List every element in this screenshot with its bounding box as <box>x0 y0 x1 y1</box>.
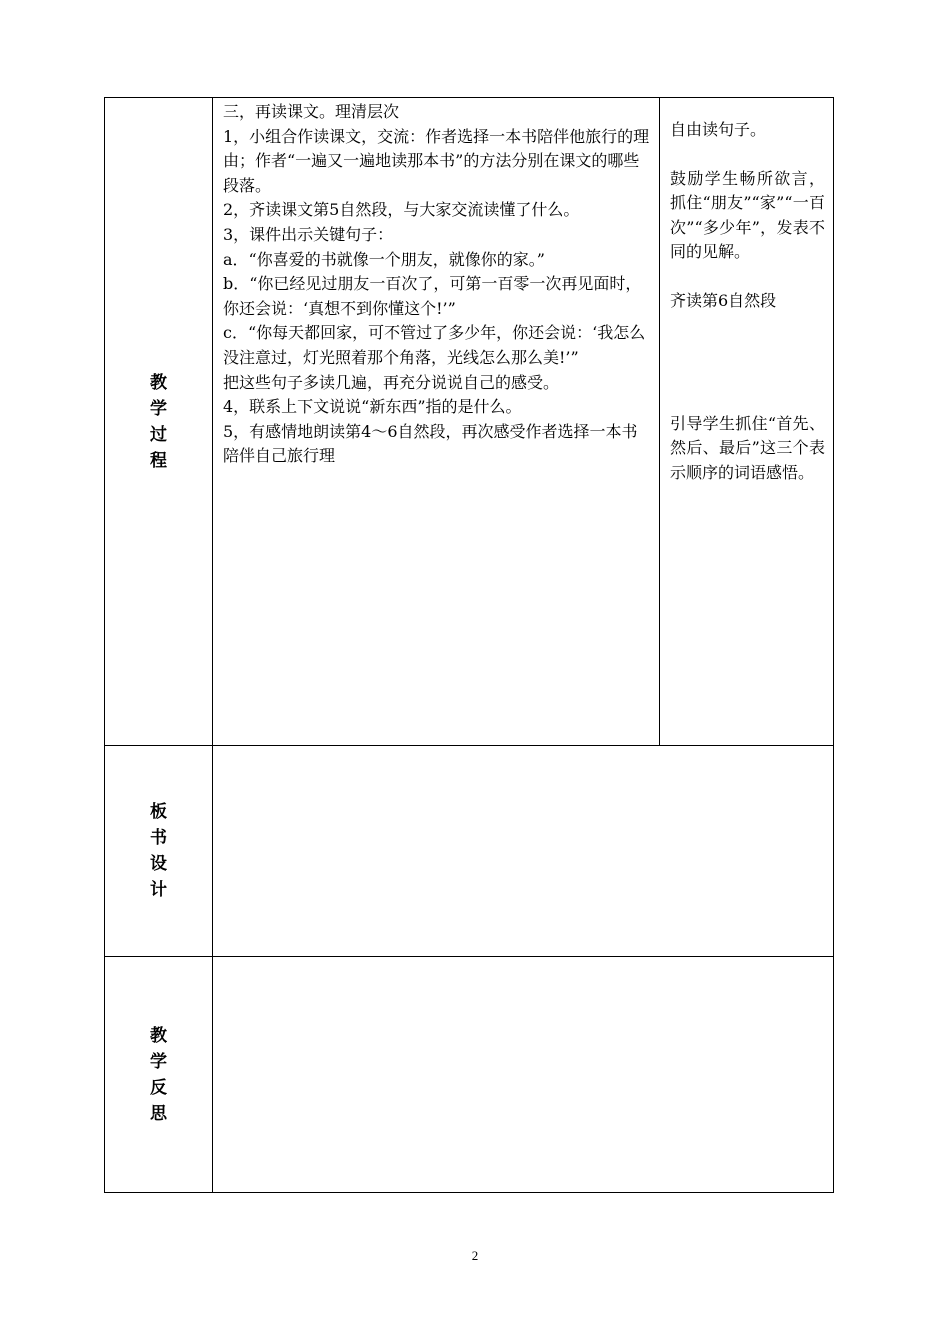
teaching-process-row <box>105 98 834 746</box>
teaching-reflection-label-cell <box>105 957 213 1193</box>
step-4: 4，联系上下文说说“新东西”指的是什么。 <box>223 397 522 417</box>
board-design-label: 板 书 设 计 <box>150 802 167 900</box>
teaching-process-label-cell <box>105 98 213 746</box>
teaching-reflection-row <box>105 957 834 1193</box>
teaching-reflection-label: 教 学 反 思 <box>150 1025 167 1124</box>
board-design-label-cell <box>105 746 213 957</box>
lesson-plan-table <box>104 97 834 1193</box>
teaching-process-content-cell <box>213 98 660 746</box>
key-sentence-c: c．“你每天都回家，可不管过了多少年，你还会说：‘我怎么没注意过，灯光照着那个角落，光线怎么那么美!’” <box>223 323 646 367</box>
step-3: 3，课件出示关键句子： <box>223 224 394 244</box>
step-5: 5，有感情地朗读第4～6自然段，再次感受作者选择一本书陪伴自己旅行理 <box>223 421 638 466</box>
page-number: 2 <box>471 1248 479 1263</box>
note-2: 鼓励学生畅所欲言，抓住“朋友”“家”“一百次”“多少年”，发表不同的见解。 <box>670 168 825 262</box>
teaching-process-content <box>213 98 659 469</box>
teaching-process-label: 教 学 过 程 <box>150 372 167 471</box>
step-1: 1，小组合作读课文，交流：作者选择一本书陪伴他旅行的理由；作者“一遍又一遍地读那本书”的方法分别在课文的哪些段落。 <box>223 126 650 195</box>
teaching-reflection-content-cell <box>213 957 834 1193</box>
key-sentence-a: a．“你喜爱的书就像一个朋友，就像你的家。” <box>223 249 545 269</box>
board-design-content-cell <box>213 746 834 957</box>
note-4: 引导学生抓住“首先、然后、最后”这三个表示顺序的词语感悟。 <box>670 413 825 482</box>
teaching-notes-cell <box>660 98 834 746</box>
teaching-notes <box>660 98 833 485</box>
note-1: 自由读句子。 <box>670 120 767 139</box>
board-design-row <box>105 746 834 957</box>
read-instruction: 把这些句子多读几遍，再充分说说自己的感受。 <box>223 372 560 392</box>
step-2: 2，齐读课文第5自然段，与大家交流读懂了什么。 <box>223 200 580 220</box>
key-sentence-b: b．“你已经见过朋友一百次了，可第一百零一次再见面时，你还会说：‘真想不到你懂这个!’” <box>223 274 642 318</box>
note-3: 齐读第6自然段 <box>670 290 777 310</box>
section-heading: 三，再读课文。理清层次 <box>223 102 400 121</box>
